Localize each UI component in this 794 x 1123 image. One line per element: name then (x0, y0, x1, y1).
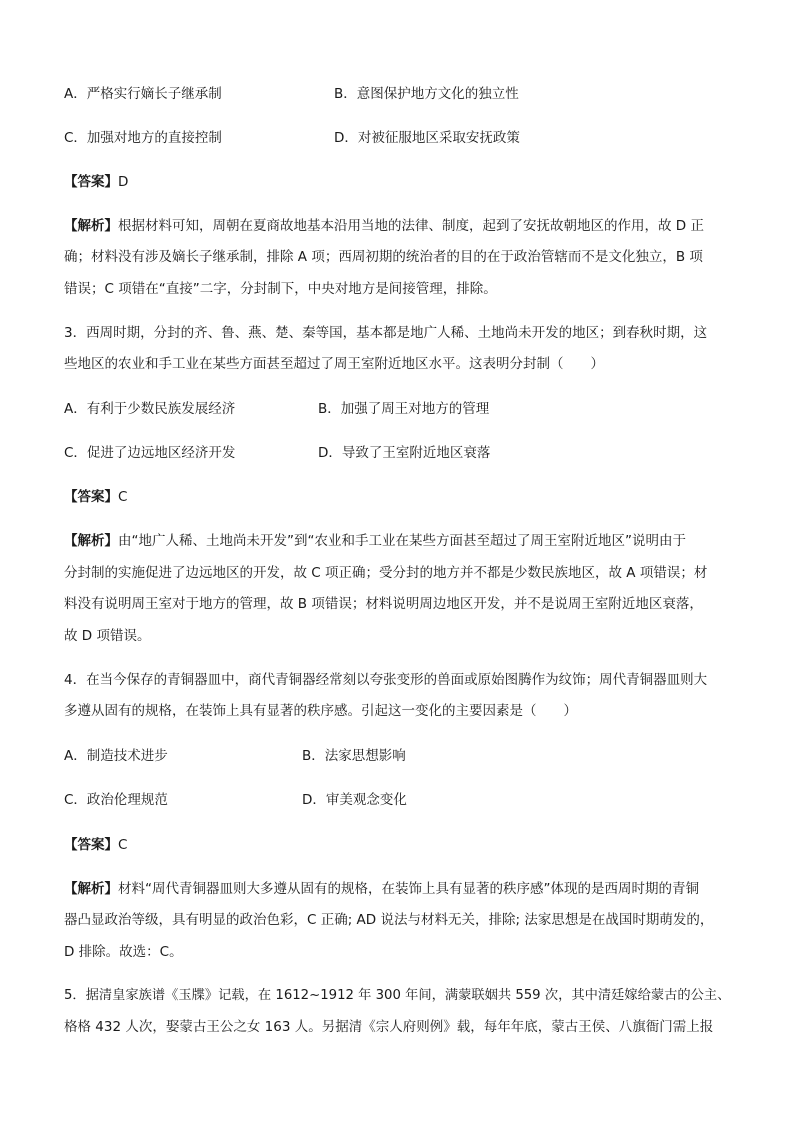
q5-stem-line-1: 5．据清皇家族谱《玉牒》记载，在 1612~1912 年 300 年间，满蒙联姻共 559 次，其中清廷嫁给蒙古的公主、 (64, 988, 731, 1003)
q3-analysis-line-1 (64, 531, 686, 551)
q4-analysis-line-3: D 排除。故选：C。 (64, 944, 183, 960)
q4-stem-line-1: 4．在当今保存的青铜器皿中，商代青铜器经常刻以夸张变形的兽面或原始图腾作为纹饰；周代青铜器皿则大 (64, 672, 708, 688)
answer-tag: 【答案】 (64, 489, 118, 505)
answer-value: D (118, 174, 129, 190)
q4-stem-line-2: 多遵从固有的规格，在装饰上具有显著的秩序感。引起这一变化的主要因素是（ ） (64, 703, 577, 719)
q2-option-b: B．意图保护地方文化的独立性 (334, 86, 519, 102)
q3-analysis-line-4: 故 D 项错误。 (64, 628, 151, 644)
q4-analysis-line-2: 器凸显政治等级，具有明显的政治色彩，C 正确; AD 说法与材料无关，排除; 法家思想是在战国时期萌发的， (64, 912, 714, 928)
q4-answer (64, 835, 127, 855)
q2-answer (64, 172, 128, 192)
q2-analysis-line-3: 错误；C 项错在“直接”二字，分封制下，中央对地方是间接管理，排除。 (64, 281, 497, 297)
q3-option-a: A．有利于少数民族发展经济 (64, 401, 236, 417)
analysis-text: 根据材料可知，周朝在夏商故地基本沿用当地的法律、制度，起到了安抚故朝地区的作用，故 D 正 (118, 218, 704, 234)
answer-tag: 【答案】 (64, 837, 118, 853)
q3-stem-line-1: 3．西周时期，分封的齐、鲁、燕、楚、秦等国，基本都是地广人稀、土地尚未开发的地区；到春秋时期，这 (64, 325, 708, 341)
analysis-tag: 【解析】 (64, 218, 118, 234)
q2-analysis-line-1 (64, 216, 704, 236)
q3-analysis-line-2: 分封制的实施促进了边远地区的开发，故 C 项正确；受分封的地方并不都是少数民族地区，故 A 项错误；材 (64, 565, 708, 581)
q5-stem-line-2: 格格 432 人次，娶蒙古王公之女 163 人。另据清《宗人府则例》载，每年年底，蒙古王侯、八旗衙门需上报 (64, 1019, 714, 1035)
q4-option-c: C．政治伦理规范 (64, 792, 168, 808)
q3-option-c: C．促进了边远地区经济开发 (64, 445, 236, 461)
q3-option-d: D．导致了王室附近地区衰落 (318, 445, 491, 461)
answer-tag: 【答案】 (64, 174, 118, 190)
q3-option-b: B．加强了周王对地方的管理 (318, 401, 490, 417)
q3-answer (64, 487, 127, 507)
answer-value: C (118, 837, 128, 853)
q4-option-a: A．制造技术进步 (64, 748, 168, 764)
q4-option-d: D．审美观念变化 (302, 792, 407, 808)
q2-analysis-line-2: 确；材料没有涉及嫡长子继承制，排除 A 项；西周初期的统治者的目的在于政治管辖而不是文化独立，B 项 (64, 249, 703, 265)
answer-value: C (118, 489, 128, 505)
q3-stem-line-2: 些地区的农业和手工业在某些方面甚至超过了周王室附近地区水平。这表明分封制（ ） (64, 356, 604, 372)
q3-analysis-line-3: 料没有说明周王室对于地方的管理，故 B 项错误；材料说明周边地区开发，并不是说周王室附近地区衰落， (64, 596, 703, 612)
q2-option-c: C．加强对地方的直接控制 (64, 130, 222, 146)
analysis-tag: 【解析】 (64, 533, 118, 549)
q2-option-d: D．对被征服地区采取安抚政策 (334, 130, 520, 146)
analysis-text: 由“地广人稀、土地尚未开发”到“农业和手工业在某些方面甚至超过了周王室附近地区”说明由于 (118, 533, 686, 549)
analysis-tag: 【解析】 (64, 881, 118, 897)
analysis-text: 材料“周代青铜器皿则大多遵从固有的规格，在装饰上具有显著的秩序感”体现的是西周时期的青铜 (118, 881, 699, 897)
q4-option-b: B．法家思想影响 (302, 748, 406, 764)
q2-option-a: A．严格实行嫡长子继承制 (64, 86, 222, 102)
q4-analysis-line-1 (64, 879, 699, 899)
